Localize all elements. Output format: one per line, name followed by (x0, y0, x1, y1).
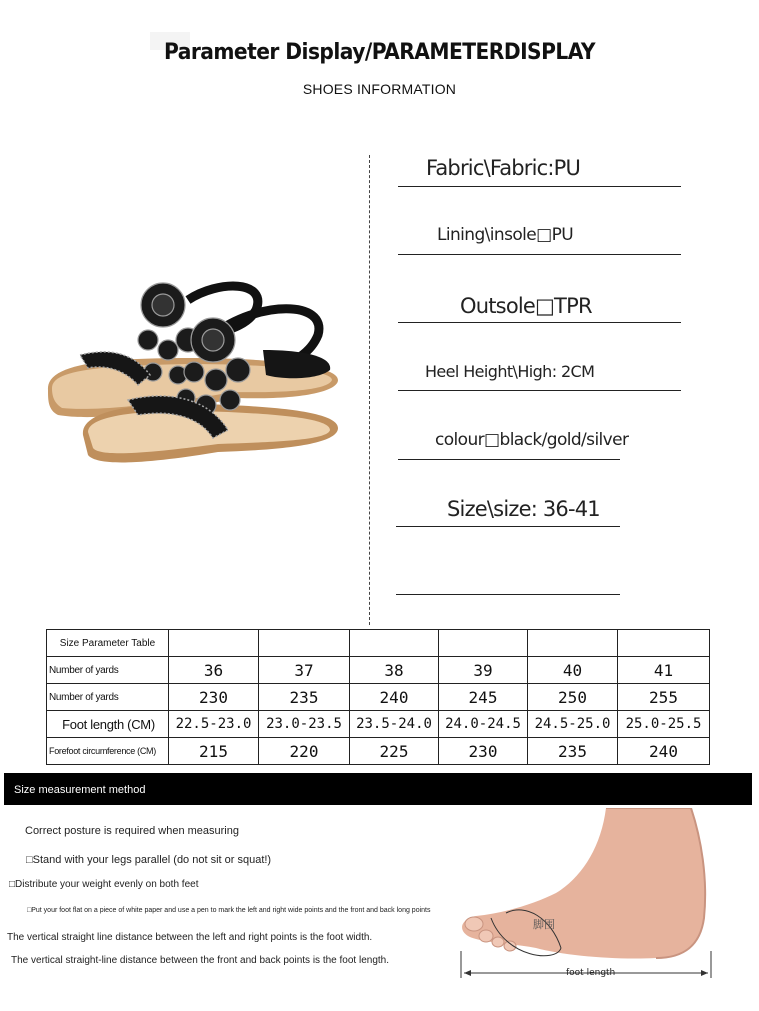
instruction-line: The vertical straight-line distance between the front and back points is the foot length. (11, 955, 389, 966)
table-cell: 39 (439, 657, 528, 684)
table-row (47, 738, 710, 765)
spec-underline (398, 254, 681, 255)
row-label: Forefoot circumference (CM) (47, 738, 169, 765)
table-row (47, 711, 710, 738)
table-cell: 240 (350, 684, 439, 711)
spec-underline (398, 459, 620, 460)
vertical-divider (369, 155, 370, 625)
instruction-line: The vertical straight line distance between the left and right points is the foot width. (7, 932, 373, 943)
table-cell: 230 (169, 684, 259, 711)
page-subtitle: SHOES INFORMATION (302, 81, 457, 97)
spec-underline (398, 322, 681, 323)
foot-measurement-illustration (456, 808, 718, 983)
instruction-line: Correct posture is required when measuring (25, 825, 239, 837)
table-cell (439, 630, 528, 657)
table-cell: 22.5-23.0 (169, 711, 259, 738)
table-row (47, 657, 710, 684)
spec-colour: colour□black/gold/silver (435, 430, 629, 450)
spec-outsole: Outsole□TPR (460, 294, 592, 318)
table-row (47, 630, 710, 657)
table-cell: 23.0-23.5 (259, 711, 350, 738)
page-title: Parameter Display/PARAMETERDISPLAY (163, 40, 595, 65)
table-cell (528, 630, 618, 657)
table-cell: 25.0-25.5 (618, 711, 710, 738)
table-cell: 24.5-25.0 (528, 711, 618, 738)
row-label: Foot length (CM) (47, 711, 169, 738)
spec-fabric: Fabric\Fabric:PU (426, 156, 581, 180)
table-cell: 225 (350, 738, 439, 765)
spec-lining: Lining\insole□PU (437, 225, 574, 245)
table-cell: 255 (618, 684, 710, 711)
row-label: Number of yards (47, 657, 169, 684)
size-parameter-table (46, 629, 710, 765)
table-cell: 23.5-24.0 (350, 711, 439, 738)
table-cell: 40 (528, 657, 618, 684)
measurement-section-title: Size measurement method (14, 784, 146, 796)
spec-underline (398, 186, 681, 187)
table-caption: Size Parameter Table (47, 630, 169, 657)
spec-size: Size\size: 36-41 (447, 497, 600, 521)
row-label: Number of yards (47, 684, 169, 711)
table-cell: 38 (350, 657, 439, 684)
table-cell: 24.0-24.5 (439, 711, 528, 738)
table-cell: 37 (259, 657, 350, 684)
table-cell (259, 630, 350, 657)
sandal-product-image (38, 240, 358, 480)
table-row (47, 684, 710, 711)
table-cell: 235 (528, 738, 618, 765)
foot-circumference-label: 脚围 (533, 918, 555, 931)
table-cell (618, 630, 710, 657)
table-cell: 240 (618, 738, 710, 765)
table-cell: 245 (439, 684, 528, 711)
spec-heel-height: Heel Height\High: 2CM (425, 362, 595, 381)
table-cell: 36 (169, 657, 259, 684)
table-cell (169, 630, 259, 657)
spec-underline (396, 526, 620, 527)
table-cell: 215 (169, 738, 259, 765)
table-cell (350, 630, 439, 657)
table-cell: 235 (259, 684, 350, 711)
spec-underline (398, 390, 681, 391)
table-cell: 250 (528, 684, 618, 711)
instruction-line: □Stand with your legs parallel (do not sit or squat!) (26, 854, 272, 866)
table-cell: 220 (259, 738, 350, 765)
spec-underline-empty (396, 594, 620, 595)
table-cell: 230 (439, 738, 528, 765)
instruction-line: □Put your foot flat on a piece of white paper and use a pen to mark the left and right wide points and the front and back long points (27, 907, 431, 914)
table-cell: 41 (618, 657, 710, 684)
instruction-line: □Distribute your weight evenly on both feet (9, 879, 199, 890)
measurement-section-bar (4, 773, 752, 805)
foot-length-label: foot length (566, 968, 616, 978)
